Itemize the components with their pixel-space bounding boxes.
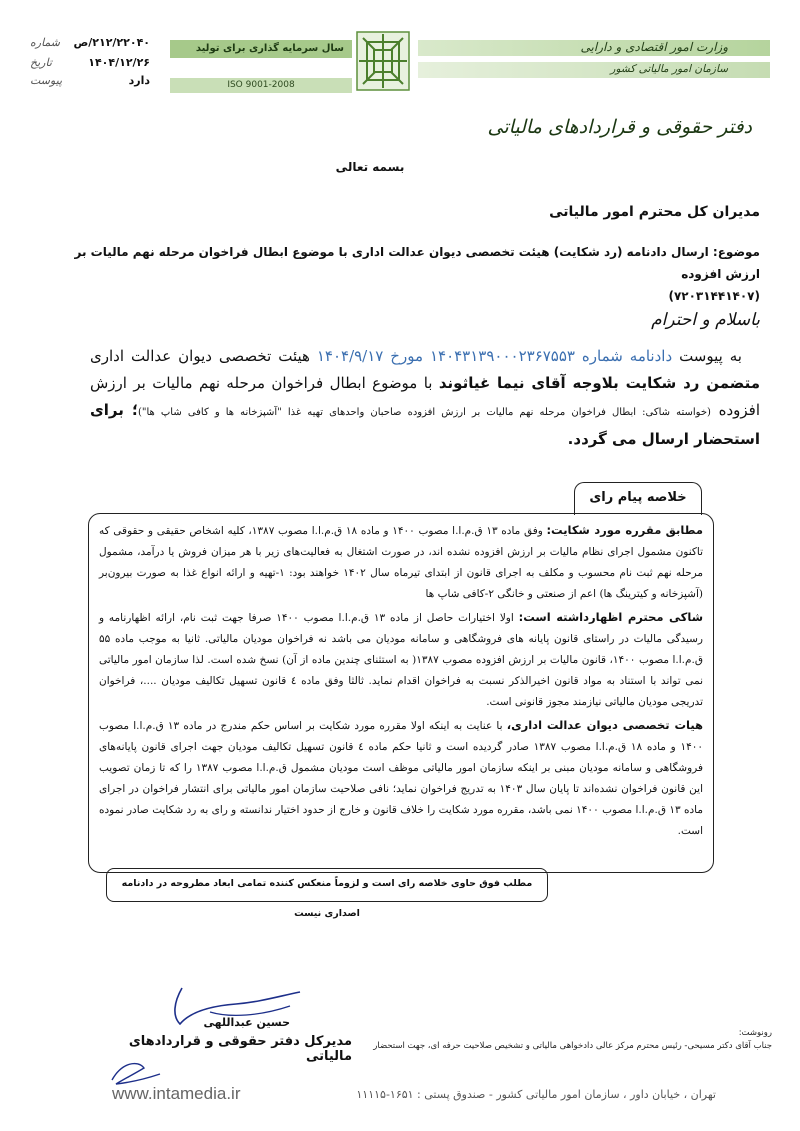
- letter-attachment-label: پیوست: [30, 74, 63, 87]
- body-text-2: هیئت تخصصی دیوان عدالت اداری: [90, 347, 317, 365]
- invocation: بسمه تعالی: [335, 160, 405, 174]
- body-small-note: (خواسته شاکی: ابطال فراخوان مرحله نهم مالیات بر ارزش افزوده صاحبان واحدهای تهیه غذا "آشپزخانه ها و کافی شاپ ها"): [137, 407, 711, 418]
- body-bold: متضمن رد شکایت بلاوجه آقای نیما غیاثوند: [438, 374, 760, 392]
- greeting: باسلام و احترام: [651, 310, 760, 330]
- ministry-banner: [418, 36, 770, 76]
- ministry-name: وزارت امور اقتصادی و دارایی: [580, 40, 728, 54]
- cc-block: [342, 1027, 772, 1053]
- signatory-name: حسین عبداللهی: [203, 1016, 290, 1029]
- iso-label: ISO 9001-2008: [170, 78, 352, 93]
- summary-paragraph: [99, 607, 703, 713]
- emblem-icon: [355, 30, 411, 92]
- summary-text-3: با عنایت به اینکه اولا مقرره مورد شکایت بر اساس حکم مندرج در ماده ۱۳ ق.م.ا.ا مصوب ۱۴۰۰ و ماده ۱۸ ق.م.ا.ا مصوب ۱۳۸۷ صادر گردیده است و ثانیا حکم ماده ٤ قانون تسهیل تکالیف مودیان جهت اجرای قانون پایانه‌های فروشگاهی و سامانه مودیان مبنی بر اینکه سازمان امور مالیاتی موظف است مودیان مشمول ق.م.ا.ا مصوب ۱۳۸۷ را که تا زمان تصویب این قانون فراخوان نشده‌اند تا پایان سال ۱۴۰۳ به تدریج فراخوان نماید؛ نافی صلاحیت سازمان امور مالیاتی برای انتشار فراخوان در اجرای ماده ۱۳ ق.م.ا.ا مصوب ۱۴۰۰ نمی باشد، مقرره مورد شکایت را خلاف قانون و خارج از حدود اختیار ندانسته و رای به رد شکایت صادر نموده است.: [99, 720, 704, 837]
- summary-heading-2: شاکی محترم اظهارداشته است:: [518, 610, 703, 624]
- verdict-link[interactable]: دادنامه شماره ۱۴۰۴۳۱۳۹۰۰۰۲۳۶۷۵۵۳ مورخ ۱۴۰۴/۹/۱۷: [316, 347, 673, 365]
- summary-text-2: اولا اختیارات حاصل از ماده ۱۳ ق.م.ا.ا مصوب ۱۴۰۰ صرفا جهت ثبت نام، ارائه اظهارنامه و رسیدگی مالیات در راستای قانون پایانه های فروشگاهی و سامانه مودیان می باشد نه فراخوان مودیان مالیاتی. ثانیا به موجب ماده ۵۵ ق.م.ا.ا مصوب ۱۴۰۰، قانون مالیات بر ارزش افزوده مصوب ۱۳۸۷( به استثنای چندین ماده از آن) نسخ شده است. لذا سازمان امور مالیاتی نمی تواند با استناد به مواد قانون اخیرالذکر نسبت به فراخوان اقدام نماید. ثالثا وفق ماده ٤ قانون تسهیل تکالیف مودیان ....، فراخوان تدریجی مودیان مالیاتی نیازمند مجوز قانونی است.: [99, 612, 703, 708]
- summary-heading-1: مطابق مقرره مورد شکایت:: [546, 523, 703, 537]
- emblem-logo: [355, 30, 411, 92]
- disclaimer-note: مطلب فوق حاوی خلاصه رای است و لزوماً منعکس کننده تمامی ابعاد مطروحه در دادنامه اصداری نیست: [106, 868, 548, 902]
- body-text-4: ؛ برای استحضار ارسال می گردد.: [90, 401, 760, 448]
- subject: [40, 241, 760, 307]
- footer-address: تهران ، خیابان داور ، سازمان امور مالیاتی کشور - صندوق پستی : ۱۶۵۱-۱۱۱۱۵: [356, 1088, 716, 1101]
- website-link[interactable]: www.intamedia.ir: [112, 1084, 241, 1103]
- slogan-banner: [170, 40, 352, 93]
- body-text-1: به پیوست: [672, 347, 742, 365]
- letter-date: ۱۴۰۴/۱۲/۲۶: [88, 56, 150, 69]
- cc-text: جناب آقای دکتر مسیحی- رئیس محترم مرکز عالی دادخواهی مالیاتی و تشخیص صلاحیت حرفه ای، جهت استحضار: [373, 1041, 772, 1051]
- summary-paragraph: [99, 520, 703, 605]
- letter-date-label: تاریخ: [30, 56, 52, 69]
- summary-tab: خلاصه پیام رای: [574, 482, 702, 515]
- summary-box: [88, 513, 714, 873]
- letter-meta: [30, 36, 150, 92]
- summary-heading-3: هیات تخصصی دیوان عدالت اداری،: [506, 718, 703, 732]
- slogan-text: سال سرمایه گذاری برای تولید: [170, 40, 352, 58]
- subject-line: موضوع: ارسال دادنامه (رد شکایت) هیئت تخصصی دیوان عدالت اداری با موضوع ابطال فراخوان مرحله نهم مالیات بر ارزش افزوده: [74, 245, 760, 281]
- office-name: دفتر حقوقی و قراردادهای مالیاتی: [487, 116, 752, 138]
- addressee: مدیران کل محترم امور مالیاتی: [549, 204, 760, 220]
- cc-label: رونوشت:: [738, 1028, 772, 1038]
- letter-attachment: دارد: [128, 74, 150, 87]
- signatory-title: مدیرکل دفتر حقوقی و قراردادهای مالیاتی: [128, 1034, 352, 1064]
- summary-text-1: وفق ماده ۱۳ ق.م.ا.ا مصوب ۱۴۰۰ و ماده ۱۸ ق.م.ا.ا مصوب ۱۳۸۷، کلیه اشخاص حقیقی و حقوقی که تاکنون مشمول اجرای نظام مالیات بر ارزش افزوده نشده اند، در صورت اشتغال به فعالیت‌های زیر با هر میزان فروش یا درآمد، مشمول مرحله نهم ثبت نام محسوب و مکلف به اجرای قانون از ابتدای تیرماه سال ۱۴۰۲ خواهند بود: ۱-تهیه و ارائه انواع غذا به صورت بیرون‌بر (آشپزخانه و کیترینگ ها) اعم از صنعتی و خانگی ۲-کافی شاپ ها: [99, 525, 703, 600]
- letter-body: [90, 343, 760, 453]
- subject-code: (۷۲۰۳۱۴۴۱۴۰۷): [668, 289, 760, 303]
- letter-number: ۲۱۲/۲۲۰۴۰/ص: [73, 36, 150, 49]
- letter-number-label: شماره: [30, 36, 61, 49]
- body-text-3: با موضوع ابطال فراخوان مرحله نهم مالیات بر ارزش افزوده: [90, 374, 760, 419]
- summary-paragraph: [99, 715, 703, 842]
- organization-name: سازمان امور مالیاتی کشور: [610, 63, 728, 75]
